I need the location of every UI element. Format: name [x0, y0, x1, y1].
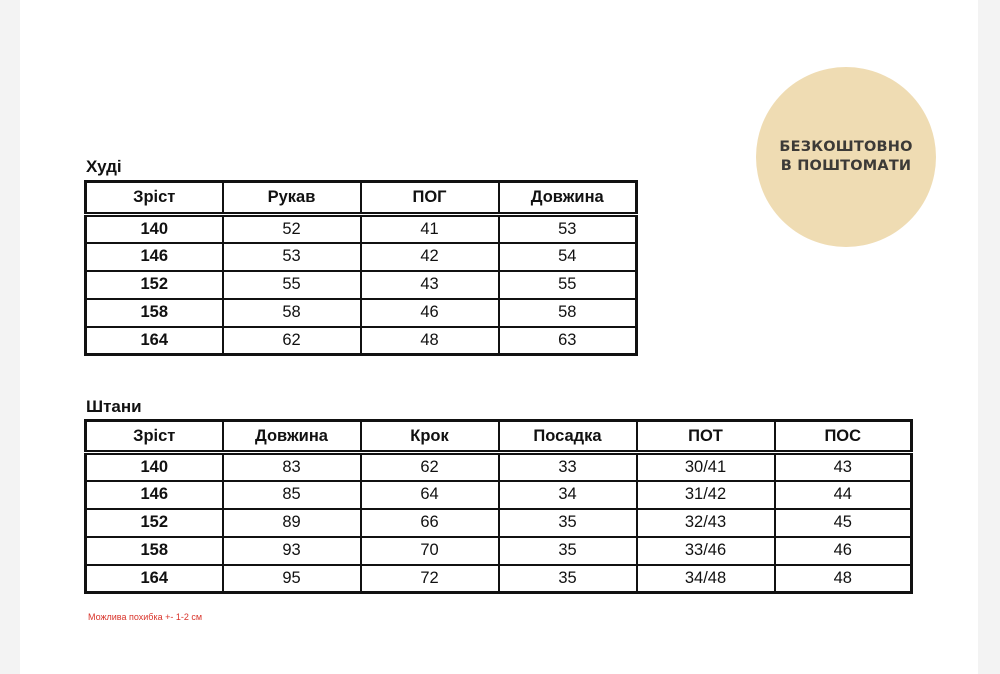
measurement-cell: 93 — [223, 537, 361, 565]
measurement-cell: 48 — [361, 327, 499, 355]
measurement-cell: 89 — [223, 509, 361, 537]
badge-text — [779, 138, 912, 176]
measurement-cell: 48 — [775, 565, 912, 593]
badge-line-2: В ПОШТОМАТИ — [780, 158, 912, 174]
measurement-cell: 30/41 — [637, 453, 775, 481]
height-cell: 140 — [86, 215, 223, 243]
table-row — [86, 509, 912, 537]
measurement-cell: 35 — [499, 509, 637, 537]
hoodie-title: Худі — [86, 157, 122, 176]
measurement-cell: 64 — [361, 481, 499, 509]
measurement-cell: 53 — [499, 215, 637, 243]
measurement-cell: 70 — [361, 537, 499, 565]
hoodie-size-table — [84, 180, 638, 356]
measurement-cell: 55 — [223, 271, 361, 299]
table-header-row — [86, 182, 637, 215]
table-row — [86, 453, 912, 481]
measurement-cell: 66 — [361, 509, 499, 537]
measurement-cell: 45 — [775, 509, 912, 537]
measurement-cell: 33 — [499, 453, 637, 481]
height-cell: 140 — [86, 453, 223, 481]
measurement-cell: 58 — [223, 299, 361, 327]
column-header: Зріст — [86, 182, 223, 215]
measurement-cell: 53 — [223, 243, 361, 271]
pants-size-table — [84, 419, 913, 594]
measurement-cell: 72 — [361, 565, 499, 593]
measurement-cell: 44 — [775, 481, 912, 509]
column-header: ПОГ — [361, 182, 499, 215]
table-row — [86, 215, 637, 243]
measurement-cell: 46 — [775, 537, 912, 565]
table-row — [86, 327, 637, 355]
measurement-cell: 43 — [775, 453, 912, 481]
column-header: Посадка — [499, 421, 637, 453]
table-header-row — [86, 421, 912, 453]
measurement-cell: 32/43 — [637, 509, 775, 537]
height-cell: 164 — [86, 565, 223, 593]
table-row — [86, 481, 912, 509]
table-row — [86, 243, 637, 271]
height-cell: 152 — [86, 509, 223, 537]
measurement-cell: 55 — [499, 271, 637, 299]
measurement-tolerance-note: Можлива похибка +- 1-2 см — [88, 612, 203, 622]
column-header: Рукав — [223, 182, 361, 215]
measurement-cell: 31/42 — [637, 481, 775, 509]
measurement-cell: 35 — [499, 537, 637, 565]
measurement-cell: 83 — [223, 453, 361, 481]
height-cell: 158 — [86, 537, 223, 565]
height-cell: 146 — [86, 481, 223, 509]
column-header: ПОТ — [637, 421, 775, 453]
measurement-cell: 46 — [361, 299, 499, 327]
measurement-cell: 95 — [223, 565, 361, 593]
measurement-cell: 54 — [499, 243, 637, 271]
measurement-cell: 34 — [499, 481, 637, 509]
measurement-cell: 62 — [223, 327, 361, 355]
height-cell: 164 — [86, 327, 223, 355]
table-row — [86, 271, 637, 299]
table-row — [86, 537, 912, 565]
table-row — [86, 299, 637, 327]
height-cell: 146 — [86, 243, 223, 271]
measurement-cell: 85 — [223, 481, 361, 509]
measurement-cell: 43 — [361, 271, 499, 299]
column-header: Крок — [361, 421, 499, 453]
measurement-cell: 52 — [223, 215, 361, 243]
column-header: Довжина — [223, 421, 361, 453]
measurement-cell: 63 — [499, 327, 637, 355]
measurement-cell: 33/46 — [637, 537, 775, 565]
column-header: Довжина — [499, 182, 637, 215]
measurement-cell: 35 — [499, 565, 637, 593]
badge-line-1: БЕЗКОШТОВНО — [779, 139, 913, 155]
measurement-cell: 41 — [361, 215, 499, 243]
free-delivery-badge — [756, 67, 936, 247]
measurement-cell: 58 — [499, 299, 637, 327]
pants-title: Штани — [86, 397, 142, 416]
measurement-cell: 62 — [361, 453, 499, 481]
table-row — [86, 565, 912, 593]
height-cell: 158 — [86, 299, 223, 327]
column-header: ПОС — [775, 421, 912, 453]
column-header: Зріст — [86, 421, 223, 453]
measurement-cell: 42 — [361, 243, 499, 271]
height-cell: 152 — [86, 271, 223, 299]
measurement-cell: 34/48 — [637, 565, 775, 593]
